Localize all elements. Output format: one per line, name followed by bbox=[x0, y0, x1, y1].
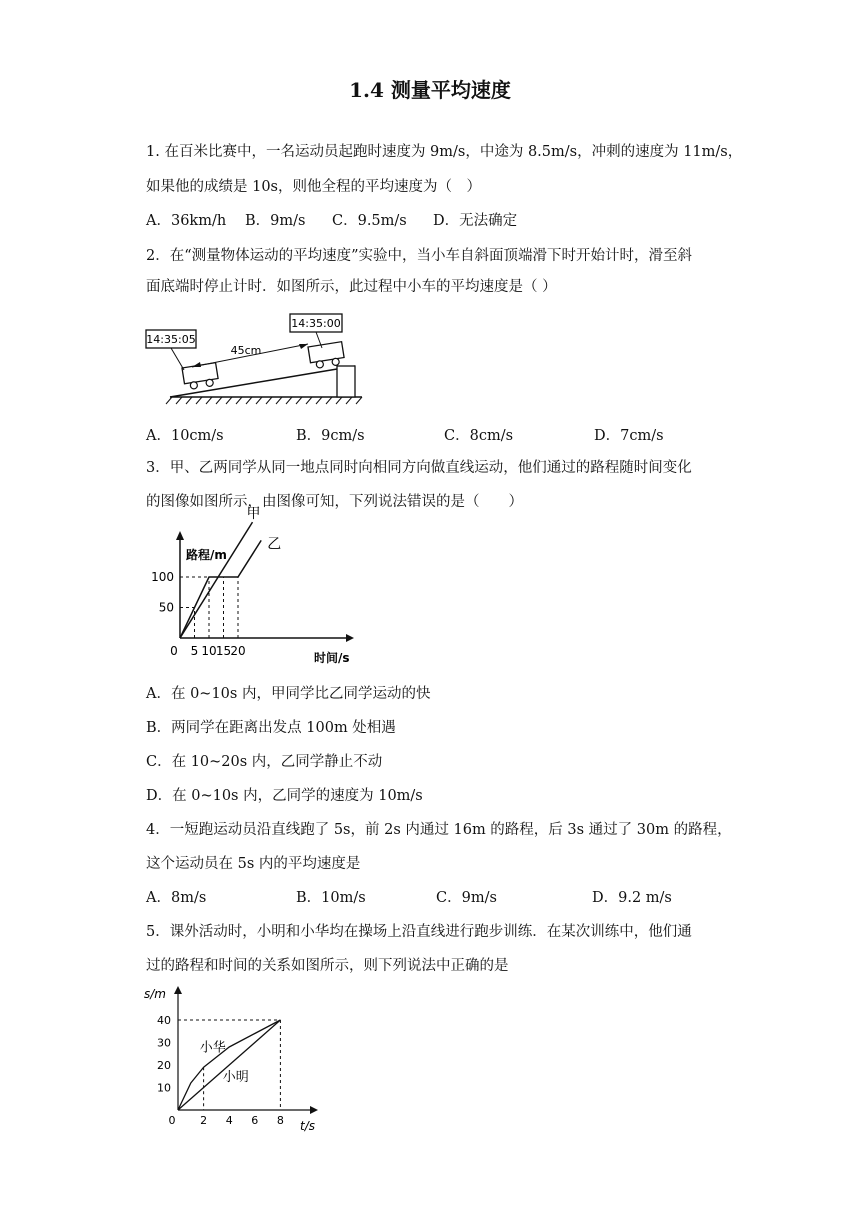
q5-text-line2: 过的路程和时间的关系如图所示，则下列说法中正确的是 bbox=[146, 958, 509, 974]
q1-option-a: A．36km/h bbox=[146, 213, 227, 229]
q5-y-tick: 30 bbox=[157, 1036, 171, 1050]
q5-x-tick: 8 bbox=[276, 1114, 284, 1127]
q2-option-d: D．7cm/s bbox=[594, 428, 664, 444]
q3-x-label: 时间/s bbox=[314, 651, 350, 665]
q5-y-tick: 40 bbox=[157, 1014, 171, 1027]
q4-text-line2: 这个运动员在 5s 内的平均速度是 bbox=[146, 856, 361, 872]
q5-y-tick: 10 bbox=[157, 1081, 171, 1095]
q5-x-tick: 2 bbox=[200, 1114, 208, 1127]
q4-option-c: C．9m/s bbox=[436, 890, 497, 906]
q3-option-d: D．在 0~10s 内，乙同学的速度为 10m/s bbox=[146, 788, 423, 804]
q5-y-arrow bbox=[174, 986, 182, 994]
q5-series-label: 小华 bbox=[199, 1040, 226, 1056]
q3-x-arrow bbox=[346, 634, 354, 642]
q1-text-line2: 如果他的成绩是 10s，则他全程的平均速度为（ ） bbox=[146, 179, 481, 195]
q5-y-tick: 20 bbox=[157, 1059, 171, 1072]
q3-distance-time-chart bbox=[148, 506, 360, 672]
q3-text-line2: 的图像如图所示，由图像可知，下列说法错误的是（ ） bbox=[146, 494, 523, 510]
q3-y-tick: 100 bbox=[151, 570, 174, 584]
q3-series-label: 乙 bbox=[267, 536, 282, 553]
q2-text-line1: 2．在“测量物体运动的平均速度”实验中，当小车自斜面顶端滑下时开始计时，滑至斜 bbox=[146, 248, 693, 264]
q5-series-label: 小明 bbox=[222, 1069, 249, 1085]
q2-time-right: 14:35:00 bbox=[291, 317, 341, 330]
q5-x-arrow bbox=[310, 1106, 318, 1114]
q4-text-line1: 4．一短跑运动员沿直线跑了 5s，前 2s 内通过 16m 的路程，后 3s 通过了 30m 的路程， bbox=[146, 822, 732, 838]
q1-option-b: B．9m/s bbox=[245, 213, 306, 229]
q1-option-d: D．无法确定 bbox=[433, 213, 518, 229]
q5-series-line-1 bbox=[178, 1020, 280, 1110]
q3-y-tick: 50 bbox=[158, 600, 174, 615]
q5-x-label: t/s bbox=[300, 1119, 315, 1133]
q5-distance-time-chart bbox=[140, 984, 330, 1134]
q2-option-b: B．9cm/s bbox=[296, 428, 365, 444]
q5-y-label: s/m bbox=[144, 987, 166, 1001]
q3-option-a: A．在 0~10s 内，甲同学比乙同学运动的快 bbox=[146, 686, 431, 702]
q2-option-c: C．8cm/s bbox=[444, 428, 514, 444]
q3-y-label: 路程/m bbox=[186, 548, 227, 562]
q3-text-line1: 3．甲、乙两同学从同一地点同时向相同方向做直线运动，他们通过的路程随时间变化 bbox=[146, 460, 692, 476]
q4-option-b: B．10m/s bbox=[296, 890, 366, 906]
q2-incline-figure bbox=[140, 310, 370, 410]
q5-x-tick: 4 bbox=[225, 1114, 233, 1127]
q3-option-c: C．在 10~20s 内，乙同学静止不动 bbox=[146, 754, 383, 770]
page-title: 1.4 测量平均速度 bbox=[349, 78, 511, 102]
q5-x-tick: 6 bbox=[251, 1114, 259, 1127]
q1-text-line1: 1. 在百米比赛中，一名运动员起跑时速度为 9m/s，中途为 8.5m/s，冲刺的速度为 11m/s， bbox=[146, 144, 743, 160]
q2-distance-label: 45cm bbox=[230, 344, 262, 357]
q4-option-a: A．8m/s bbox=[146, 890, 207, 906]
q2-time-left: 14:35:05 bbox=[146, 333, 196, 346]
q3-y-arrow bbox=[176, 531, 184, 540]
q4-option-d: D．9.2 m/s bbox=[592, 890, 672, 906]
q2-option-a: A．10cm/s bbox=[146, 428, 224, 444]
q5-x-tick: 0 bbox=[168, 1114, 176, 1127]
q3-x-tick: 5 bbox=[190, 644, 199, 658]
q3-x-tick: 20 bbox=[230, 644, 246, 658]
q3-option-b: B．两同学在距离出发点 100m 处相遇 bbox=[146, 720, 396, 736]
q2-text-line2: 面底端时停止计时．如图所示，此过程中小车的平均速度是（ ） bbox=[146, 279, 557, 295]
q5-text-line1: 5．课外活动时，小明和小华均在操场上沿直线进行跑步训练．在某次训练中，他们通 bbox=[146, 924, 692, 940]
q3-x-tick: 15 bbox=[215, 644, 232, 658]
q3-series-label: 甲 bbox=[246, 506, 261, 523]
q3-x-tick: 0 bbox=[170, 644, 178, 658]
q1-option-c: C．9.5m/s bbox=[332, 213, 407, 229]
q3-series-line-0 bbox=[180, 522, 253, 638]
q3-x-tick: 10 bbox=[201, 644, 217, 658]
